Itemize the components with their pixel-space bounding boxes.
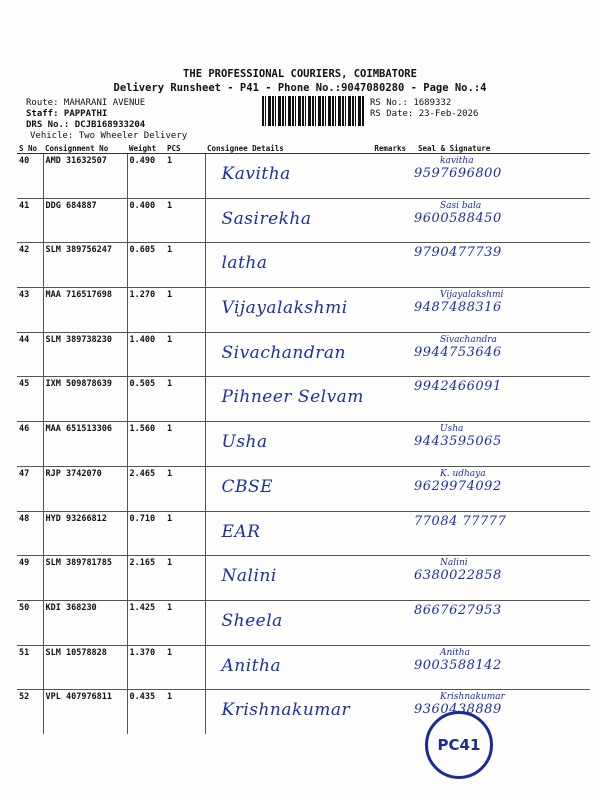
row-remarks [360, 690, 408, 734]
row-weight: 1.560 [127, 422, 165, 467]
route-label: Route: MAHARANI AVENUE [26, 98, 146, 108]
receiver-phone-handwritten: 9600588450 [414, 210, 502, 226]
table-row [17, 645, 590, 690]
row-weight: 1.400 [127, 332, 165, 377]
table-row [17, 377, 590, 422]
row-remarks [360, 243, 408, 288]
consignee-name-handwritten: Sivachandran [221, 342, 346, 363]
row-seal-signature [408, 511, 590, 556]
row-consignee-details [205, 690, 360, 734]
row-consignment-no: SLM 389756247 [43, 243, 127, 288]
row-consignment-no: KDI 368230 [43, 600, 127, 645]
table-row [17, 466, 590, 511]
runsheet-table [17, 143, 590, 734]
row-weight: 2.165 [127, 556, 165, 601]
receiver-signature: Sivachandra [440, 334, 497, 345]
row-seal-signature [408, 600, 590, 645]
consignee-name-handwritten: Sasirekha [221, 208, 312, 229]
row-weight: 0.435 [127, 690, 165, 734]
row-pcs: 1 [165, 690, 205, 734]
row-pcs: 1 [165, 645, 205, 690]
consignee-name-handwritten: Kavitha [221, 164, 291, 184]
table-row [17, 600, 590, 645]
row-pcs: 1 [165, 377, 205, 422]
row-weight: 1.425 [127, 600, 165, 645]
row-consignee-details [205, 154, 360, 199]
receiver-phone-handwritten: 9944753646 [414, 344, 502, 360]
row-remarks [360, 332, 408, 377]
row-consignee-details [205, 600, 360, 645]
receiver-signature: Anitha [440, 647, 470, 658]
table-row [17, 511, 590, 556]
receiver-phone-handwritten: 9487488316 [414, 300, 502, 316]
consignee-name-handwritten: latha [221, 253, 268, 274]
row-remarks [360, 377, 408, 422]
table-row [17, 154, 590, 199]
consignee-name-handwritten: Sheela [221, 610, 283, 631]
consignee-name-handwritten: CBSE [221, 476, 274, 497]
row-pcs: 1 [165, 243, 205, 288]
row-consignee-details [205, 511, 360, 556]
row-weight: 1.370 [127, 645, 165, 690]
row-remarks [360, 154, 408, 199]
row-seal-signature [408, 243, 590, 288]
row-sno: 49 [17, 556, 43, 601]
row-consignee-details [205, 556, 360, 601]
row-seal-signature [408, 332, 590, 377]
runsheet-subtitle: Delivery Runsheet - P41 - Phone No.:9047080280 - Page No.:4 [113, 82, 487, 94]
row-remarks [360, 600, 408, 645]
col-header-pcs: PCS [165, 143, 205, 154]
table-row [17, 198, 590, 243]
row-consignment-no: IXM 509878639 [43, 377, 127, 422]
row-remarks [360, 422, 408, 467]
row-consignee-details [205, 645, 360, 690]
receiver-phone-handwritten: 9003588142 [414, 657, 502, 673]
row-remarks [360, 556, 408, 601]
receiver-signature: Vijayalakshmi [440, 290, 504, 301]
receiver-phone-handwritten: 9942466091 [414, 379, 502, 395]
drs-number: DRS No.: DCJB168933204 [26, 120, 146, 130]
row-sno: 40 [17, 154, 43, 199]
row-sno: 42 [17, 243, 43, 288]
row-seal-signature [408, 422, 590, 467]
consignee-name-handwritten: EAR [221, 521, 261, 542]
row-sno: 52 [17, 690, 43, 734]
rs-date: RS Date: 23-Feb-2026 [370, 109, 479, 119]
row-remarks [360, 645, 408, 690]
row-seal-signature [408, 288, 590, 333]
row-sno: 48 [17, 511, 43, 556]
row-consignment-no: RJP 3742070 [43, 466, 127, 511]
row-consignee-details [205, 466, 360, 511]
row-consignee-details [205, 288, 360, 333]
row-weight: 0.605 [127, 243, 165, 288]
row-weight: 2.465 [127, 466, 165, 511]
row-pcs: 1 [165, 332, 205, 377]
receiver-phone-handwritten: 9597696800 [414, 166, 502, 181]
row-consignee-details [205, 377, 364, 422]
row-weight: 0.490 [127, 154, 165, 199]
row-consignee-details [205, 243, 360, 288]
delivery-stamp: PC41 [425, 711, 493, 779]
receiver-signature: Usha [440, 424, 464, 435]
col-header-remarks: Remarks [360, 143, 408, 154]
row-consignment-no: VPL 407976811 [43, 690, 127, 734]
staff-label: Staff: PAPPATHI [26, 109, 108, 119]
row-sno: 51 [17, 645, 43, 690]
row-weight: 0.505 [127, 377, 165, 422]
receiver-phone-handwritten: 9790477739 [414, 245, 502, 261]
receiver-phone-handwritten: 77084 77777 [414, 513, 507, 529]
row-remarks [360, 198, 408, 243]
row-seal-signature [408, 377, 590, 422]
row-consignment-no: DDG 684887 [43, 198, 127, 243]
receiver-phone-handwritten: 9443595065 [414, 434, 502, 450]
row-seal-signature [408, 645, 590, 690]
receiver-signature: kavitha [440, 156, 474, 166]
table-row [17, 690, 590, 734]
row-consignment-no: MAA 651513306 [43, 422, 127, 467]
consignee-name-handwritten: Anitha [221, 655, 282, 676]
row-remarks [360, 466, 408, 511]
receiver-signature: Nalini [440, 558, 468, 569]
row-seal-signature [408, 556, 590, 601]
row-sno: 50 [17, 600, 43, 645]
row-sno: 46 [17, 422, 43, 467]
consignee-name-handwritten: Krishnakumar [221, 700, 351, 721]
table-row [17, 243, 590, 288]
row-pcs: 1 [165, 198, 205, 243]
runsheet-company-title: THE PROFESSIONAL COURIERS, COIMBATORE [183, 68, 417, 80]
barcode-image [262, 96, 364, 126]
row-seal-signature [408, 154, 590, 199]
col-header-weight: Weight [127, 143, 165, 154]
row-sno: 45 [17, 377, 43, 422]
row-pcs: 1 [165, 288, 205, 333]
consignee-name-handwritten: Vijayalakshmi [221, 298, 348, 319]
consignee-name-handwritten: Usha [221, 432, 268, 453]
row-pcs: 1 [165, 511, 205, 556]
col-header-details: Consignee Details [205, 143, 360, 154]
row-pcs: 1 [165, 600, 205, 645]
consignee-name-handwritten: Pihneer Selvam [221, 387, 364, 408]
row-consignment-no: SLM 389738230 [43, 332, 127, 377]
row-seal-signature [408, 198, 590, 243]
row-sno: 47 [17, 466, 43, 511]
row-consignment-no: MAA 716517698 [43, 288, 127, 333]
row-sno: 44 [17, 332, 43, 377]
row-weight: 0.400 [127, 198, 165, 243]
row-consignment-no: AMD 31632507 [43, 154, 127, 199]
vehicle-label: Vehicle: Two Wheeler Delivery [30, 131, 188, 141]
row-pcs: 1 [165, 154, 205, 199]
col-header-consignment: Consignment No [43, 143, 127, 154]
table-row [17, 422, 590, 467]
row-pcs: 1 [165, 556, 205, 601]
row-remarks [360, 288, 408, 333]
consignee-name-handwritten: Nalini [221, 566, 277, 587]
table-row [17, 288, 590, 333]
row-sno: 43 [17, 288, 43, 333]
row-remarks [360, 511, 408, 556]
row-weight: 1.270 [127, 288, 165, 333]
receiver-phone-handwritten: 8667627953 [414, 602, 502, 618]
row-pcs: 1 [165, 422, 205, 467]
receiver-phone-handwritten: 9629974092 [414, 478, 502, 494]
receiver-signature: Sasi bala [440, 200, 482, 211]
rs-number: RS No.: 1689332 [370, 98, 452, 108]
receiver-signature: K. udhaya [440, 468, 486, 479]
row-weight: 0.710 [127, 511, 165, 556]
row-consignee-details [205, 422, 360, 467]
table-row [17, 556, 590, 601]
row-consignment-no: HYD 93266812 [43, 511, 127, 556]
row-consignee-details [205, 332, 360, 377]
table-row [17, 332, 590, 377]
row-consignee-details [205, 198, 360, 243]
receiver-phone-handwritten: 9360438889 [414, 702, 502, 718]
row-consignment-no: SLM 389781785 [43, 556, 127, 601]
receiver-signature: Krishnakumar [440, 692, 505, 703]
row-pcs: 1 [165, 466, 205, 511]
receiver-phone-handwritten: 6380022858 [414, 568, 502, 584]
row-consignment-no: SLM 10578828 [43, 645, 127, 690]
row-sno: 41 [17, 198, 43, 243]
table-header-row [17, 143, 590, 154]
col-header-sno: S No [17, 143, 43, 154]
col-header-seal: Seal & Signature [408, 143, 590, 154]
row-seal-signature [408, 466, 590, 511]
